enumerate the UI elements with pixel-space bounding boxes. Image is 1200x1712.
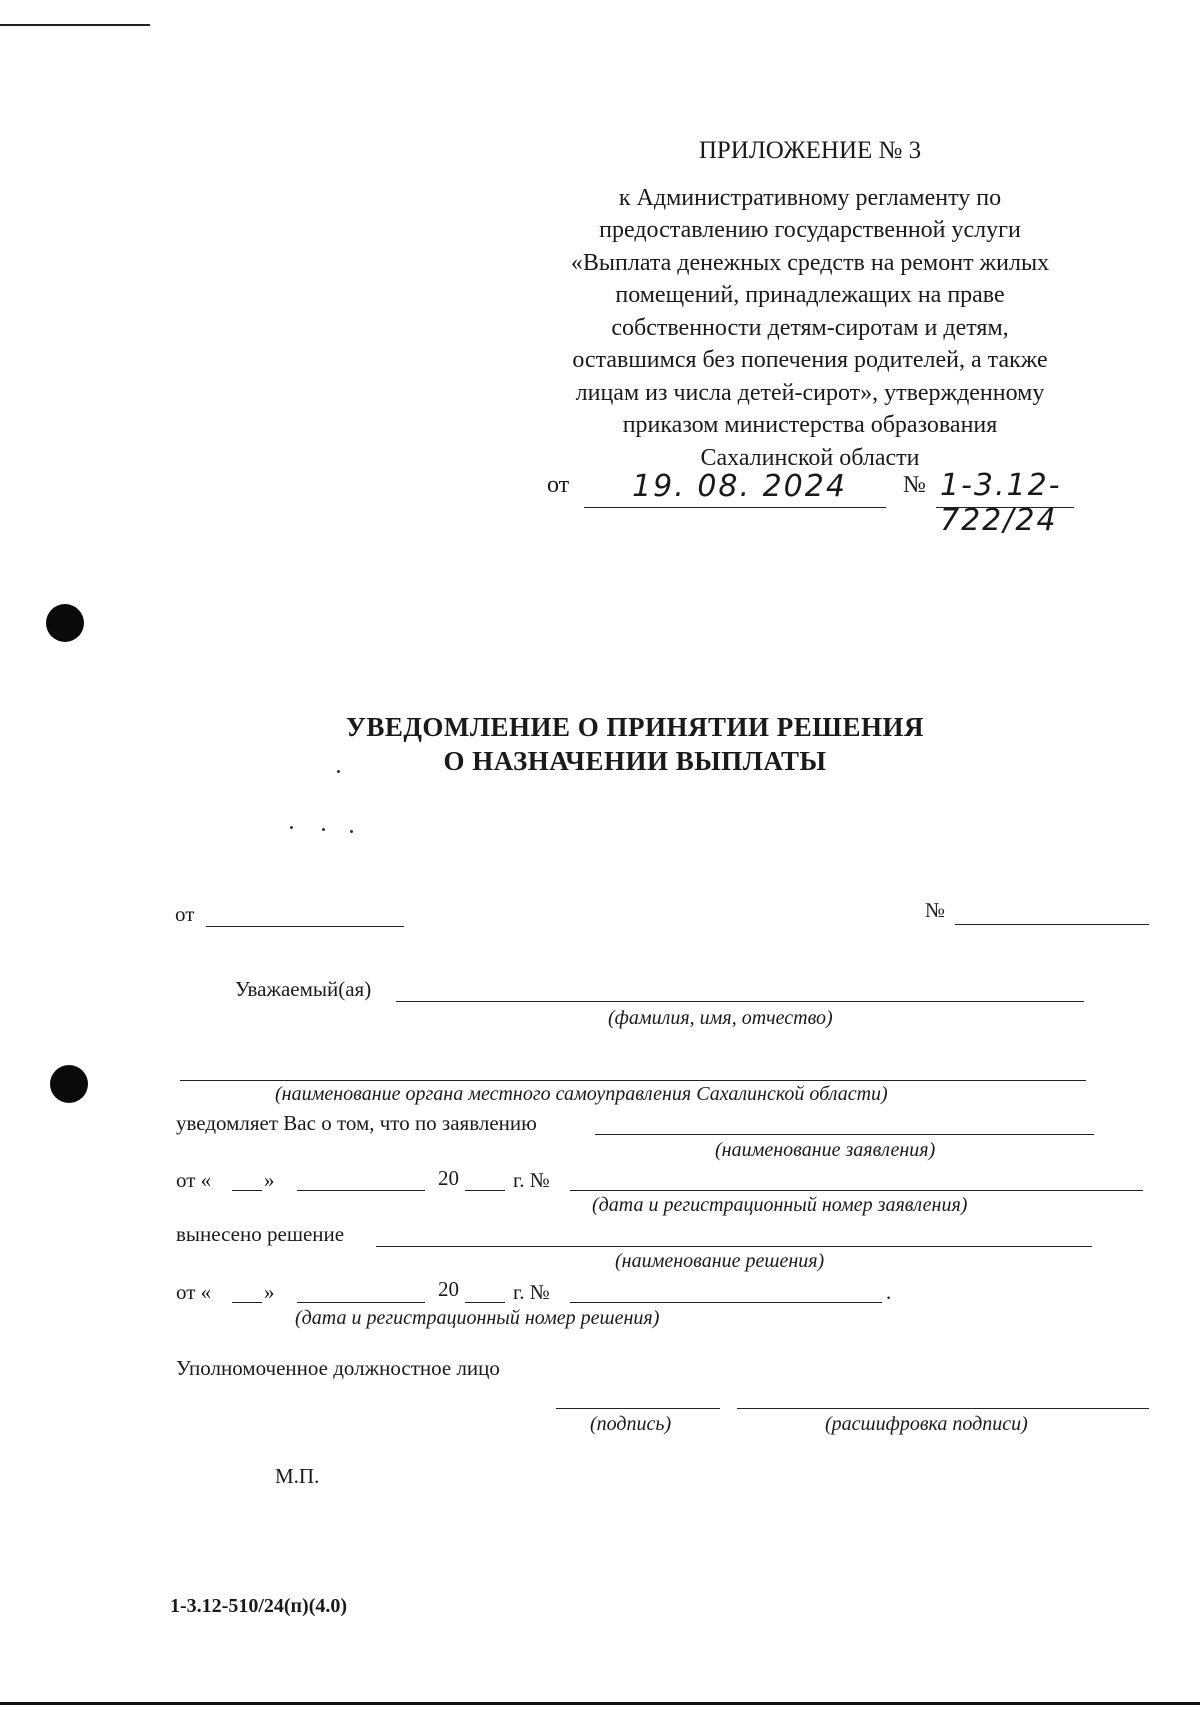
date2-year-field[interactable]: [465, 1302, 505, 1303]
order-date-prefix: от: [547, 472, 570, 498]
date1-day-field[interactable]: [232, 1190, 262, 1191]
organ-field[interactable]: [180, 1080, 1086, 1081]
date1-prefix: от «: [176, 1168, 212, 1192]
date2-quote-close: »: [264, 1280, 275, 1304]
date2-day-field[interactable]: [232, 1302, 262, 1303]
number-field[interactable]: [955, 924, 1149, 925]
date1-number-field[interactable]: [570, 1190, 1143, 1191]
date1-year-field[interactable]: [465, 1190, 505, 1191]
date2-year-prefix: 20: [438, 1277, 459, 1301]
caption-decision-date: (дата и регистрационный номер решения): [295, 1307, 660, 1329]
caption-signature-decoding: (расшифровка подписи): [825, 1413, 1028, 1435]
order-date-underline: [584, 507, 886, 508]
caption-decision: (наименование решения): [615, 1250, 825, 1272]
notify-label: уведомляет Вас о том, что по заявлению: [176, 1111, 537, 1135]
order-number-handwritten: 1-3.12-722/24: [940, 468, 1062, 538]
official-label: Уполномоченное должностное лицо: [176, 1356, 500, 1380]
order-number-prefix: №: [903, 472, 926, 498]
scan-bottom-rule: [0, 1702, 1200, 1705]
title-line: УВЕДОМЛЕНИЕ О ПРИНЯТИИ РЕШЕНИЯ: [346, 712, 924, 742]
date2-end: .: [886, 1280, 892, 1304]
scan-speck: [290, 826, 293, 829]
decision-field[interactable]: [376, 1246, 1092, 1247]
footer-code: 1-3.12-510/24(п)(4.0): [170, 1595, 348, 1617]
signature-decoding-field[interactable]: [737, 1408, 1149, 1409]
appendix-line: оставшимся без попечения родителей, а также: [572, 347, 1048, 373]
number-label: №: [925, 898, 946, 922]
date1-quote-close: »: [264, 1168, 275, 1192]
date1-year-prefix: 20: [438, 1166, 459, 1190]
appendix-line: помещений, принадлежащих на праве: [615, 282, 1005, 308]
appendix-line: предоставлению государственной услуги: [599, 217, 1021, 243]
scan-speck: [350, 830, 353, 833]
appendix-title: ПРИЛОЖЕНИЕ № 3: [698, 137, 922, 164]
appendix-line: приказом министерства образования: [622, 412, 998, 438]
date2-year-suffix: г. №: [513, 1280, 550, 1304]
dear-label: Уважаемый(ая): [235, 977, 372, 1001]
fio-field[interactable]: [396, 1001, 1084, 1002]
punch-hole: [46, 604, 84, 642]
caption-application: (наименование заявления): [715, 1139, 936, 1161]
date2-number-field[interactable]: [570, 1302, 882, 1303]
appendix-line: лицам из числа детей-сирот», утвержденному: [575, 379, 1045, 406]
caption-app-date: (дата и регистрационный номер заявления): [592, 1194, 968, 1216]
scan-top-rule: [0, 24, 150, 26]
stamp-label: М.П.: [275, 1464, 320, 1488]
appendix-line: Сахалинской области: [700, 444, 920, 471]
appendix-line: собственности детям-сиротам и детям,: [611, 314, 1009, 341]
from-label: от: [175, 902, 195, 926]
caption-signature: (подпись): [590, 1413, 672, 1435]
from-field[interactable]: [206, 926, 404, 927]
caption-organ: (наименование органа местного самоуправления Сахалинской области): [275, 1083, 888, 1105]
decision-label: вынесено решение: [176, 1222, 345, 1246]
scan-speck: [322, 828, 325, 831]
signature-field[interactable]: [556, 1408, 720, 1409]
document-title: [260, 710, 1010, 778]
order-date-handwritten: 19. 08. 2024: [632, 469, 847, 504]
date1-month-field[interactable]: [297, 1190, 425, 1191]
date2-month-field[interactable]: [297, 1302, 425, 1303]
title-line: О НАЗНАЧЕНИИ ВЫПЛАТЫ: [443, 746, 827, 776]
date2-prefix: от «: [176, 1280, 212, 1304]
caption-fio: (фамилия, имя, отчество): [608, 1007, 833, 1029]
appendix-block: [500, 135, 1120, 474]
application-field[interactable]: [595, 1134, 1094, 1135]
appendix-line: к Административному регламенту по: [618, 184, 1002, 211]
punch-hole: [50, 1065, 88, 1103]
date1-year-suffix: г. №: [513, 1168, 550, 1192]
appendix-line: «Выплата денежных средств на ремонт жилых: [570, 249, 1050, 276]
